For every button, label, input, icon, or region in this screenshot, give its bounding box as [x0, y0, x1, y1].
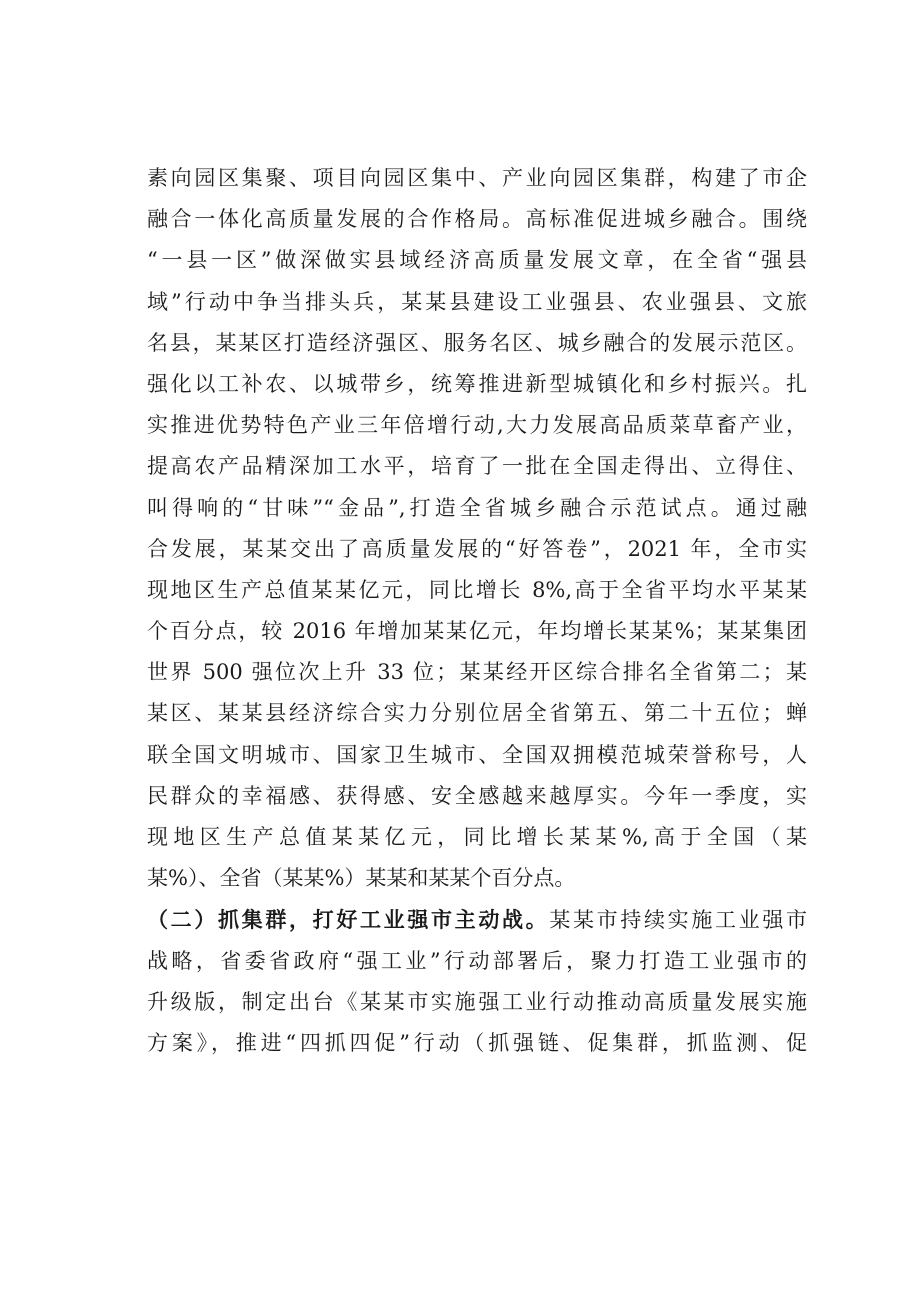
document-body: [147, 158, 807, 1064]
text-line: 升级版，制定出台《某某市实施强工业行动推动高质量发展实施: [147, 989, 807, 1014]
section-heading-rest: 某某市持续实施工业强市: [549, 908, 807, 933]
text-line: 叫得响的“甘味”“金品”,打造全省城乡融合示范试点。通过融: [147, 495, 807, 520]
text-line: 方案》，推进“四抓四促”行动（抓强链、促集群，抓监测、促: [147, 1030, 807, 1055]
text-line: 强化以工补农、以城带乡，统筹推进新型城镇化和乡村振兴。扎: [147, 371, 807, 396]
text-line: 提高农产品精深加工水平，培育了一批在全国走得出、立得住、: [147, 454, 807, 479]
section-heading: （二）抓集群，打好工业强市主动战。: [147, 907, 550, 933]
text-line: 联全国文明城市、国家卫生城市、全国双拥模范城荣誉称号，人: [147, 742, 807, 767]
text-line: 名县，某某区打造经济强区、服务名区、城乡融合的发展示范区。: [147, 330, 807, 355]
text-line: 现地区生产总值某某亿元，同比增长某某%,高于全国（某: [147, 825, 807, 849]
text-line: 战略，省委省政府“强工业”行动部署后，聚力打造工业强市的: [147, 948, 807, 973]
text-line: 实推进优势特色产业三年倍增行动,大力发展高品质菜草畜产业，: [147, 413, 807, 438]
text-line: 现地区生产总值某某亿元，同比增长 8%,高于全省平均水平某某: [147, 577, 807, 602]
text-line: 民群众的幸福感、获得感、安全感越来越厚实。今年一季度，实: [147, 783, 807, 808]
text-line: 素向园区集聚、项目向园区集中、产业向园区集群，构建了市企: [147, 166, 807, 190]
text-line: 某区、某某县经济综合实力分别位居全省第五、第二十五位；蝉: [147, 701, 807, 726]
text-line: 世界 500 强位次上升 33 位；某某经开区综合排名全省第二；某: [147, 660, 807, 685]
text-line: 融合一体化高质量发展的合作格局。高标准促进城乡融合。围绕: [147, 207, 807, 232]
text-line: 某%）、全省（某某%）某某和某某个百分点。: [147, 866, 576, 891]
text-line: 域”行动中争当排头兵，某某县建设工业强县、农业强县、文旅: [147, 289, 807, 314]
text-line: 个百分点，较 2016 年增加某某亿元，年均增长某某%；某某集团: [147, 619, 807, 644]
text-line: 合发展，某某交出了高质量发展的“好答卷”，2021 年，全市实: [147, 536, 807, 561]
section-heading-line: [147, 899, 807, 940]
text-line: “一县一区”做深做实县域经济高质量发展文章，在全省“强县: [147, 248, 807, 273]
